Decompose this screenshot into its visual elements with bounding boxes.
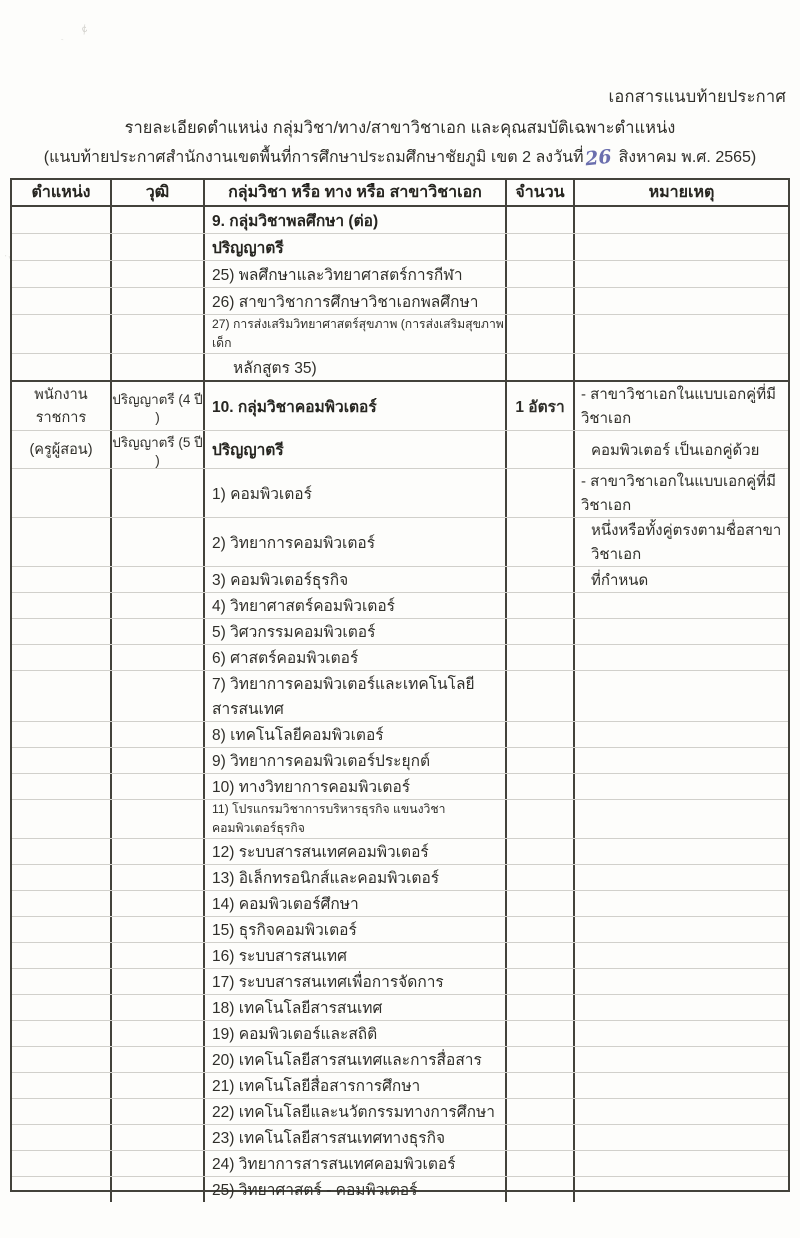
cell-remark xyxy=(575,865,788,890)
cell-count xyxy=(507,1125,575,1150)
cell-count xyxy=(507,518,575,566)
cell-degree xyxy=(112,943,205,968)
table-body xyxy=(12,207,788,1202)
cell-remark xyxy=(575,593,788,618)
cell-remark xyxy=(575,1047,788,1072)
cell-subject: 23) เทคโนโลยีสารสนเทศทางธุรกิจ xyxy=(205,1125,507,1150)
cell-subject: 10. กลุ่มวิชาคอมพิวเตอร์ xyxy=(205,382,507,430)
cell-position xyxy=(12,1073,112,1098)
cell-subject: ปริญญาตรี xyxy=(205,234,507,260)
table-row xyxy=(12,619,788,645)
cell-subject: 21) เทคโนโลยีสื่อสารการศึกษา xyxy=(205,1073,507,1098)
cell-degree xyxy=(112,722,205,747)
cell-subject: 15) ธุรกิจคอมพิวเตอร์ xyxy=(205,917,507,942)
cell-count xyxy=(507,1073,575,1098)
cell-count xyxy=(507,645,575,670)
table-row xyxy=(12,995,788,1021)
cell-position xyxy=(12,1151,112,1176)
cell-count xyxy=(507,995,575,1020)
cell-degree xyxy=(112,518,205,566)
cell-position xyxy=(12,619,112,644)
table-row xyxy=(12,800,788,839)
cell-degree xyxy=(112,619,205,644)
cell-count xyxy=(507,469,575,517)
cell-count xyxy=(507,800,575,838)
table-row xyxy=(12,593,788,619)
cell-degree xyxy=(112,891,205,916)
table-row xyxy=(12,518,788,567)
cell-subject: 1) คอมพิวเตอร์ xyxy=(205,469,507,517)
cell-remark xyxy=(575,619,788,644)
table-row xyxy=(12,969,788,995)
cell-degree xyxy=(112,865,205,890)
cell-position xyxy=(12,1099,112,1124)
cell-degree xyxy=(112,1099,205,1124)
cell-position xyxy=(12,865,112,890)
table-row xyxy=(12,261,788,288)
cell-degree xyxy=(112,800,205,838)
cell-count xyxy=(507,567,575,592)
cell-position xyxy=(12,354,112,380)
cell-remark: ที่กำหนด xyxy=(591,571,649,589)
table-row xyxy=(12,943,788,969)
cell-degree xyxy=(112,234,205,260)
cell-subject: 16) ระบบสารสนเทศ xyxy=(205,943,507,968)
cell-remark xyxy=(575,671,788,721)
cell-remark xyxy=(575,995,788,1020)
cell-degree xyxy=(112,567,205,592)
cell-position xyxy=(12,748,112,773)
cell-degree xyxy=(112,1151,205,1176)
cell-remark xyxy=(575,645,788,670)
cell-position xyxy=(12,234,112,260)
cell-remark: - สาขาวิชาเอกในแบบเอกคู่ที่มีวิชาเอก xyxy=(581,473,776,514)
table-row xyxy=(12,1177,788,1202)
cell-position: พนักงานราชการ xyxy=(12,382,112,430)
table-row xyxy=(12,288,788,315)
cell-remark xyxy=(575,839,788,864)
table-row xyxy=(12,722,788,748)
scan-artifact: ȼ xyxy=(80,23,89,36)
cell-position xyxy=(12,518,112,566)
cell-remark xyxy=(575,891,788,916)
cell-subject: 22) เทคโนโลยีและนวัตกรรมทางการศึกษา xyxy=(205,1099,507,1124)
cell-position xyxy=(12,1047,112,1072)
page-subtitle xyxy=(0,145,800,170)
cell-count xyxy=(507,1099,575,1124)
cell-position xyxy=(12,995,112,1020)
cell-remark xyxy=(575,354,788,380)
cell-degree xyxy=(112,593,205,618)
table-row xyxy=(12,234,788,261)
cell-subject: 10) ทางวิทยาการคอมพิวเตอร์ xyxy=(205,774,507,799)
cell-remark xyxy=(575,800,788,838)
table-row xyxy=(12,865,788,891)
cell-remark xyxy=(575,315,788,353)
subtitle-suffix: สิงหาคม พ.ศ. 2565) xyxy=(618,149,757,166)
cell-subject: 24) วิทยาการสารสนเทศคอมพิวเตอร์ xyxy=(205,1151,507,1176)
cell-subject: 18) เทคโนโลยีสารสนเทศ xyxy=(205,995,507,1020)
cell-remark xyxy=(575,1073,788,1098)
cell-count xyxy=(507,431,575,468)
cell-position xyxy=(12,261,112,287)
cell-degree xyxy=(112,1021,205,1046)
cell-remark xyxy=(575,1021,788,1046)
cell-subject: 9) วิทยาการคอมพิวเตอร์ประยุกต์ xyxy=(205,748,507,773)
cell-degree xyxy=(112,917,205,942)
table-row xyxy=(12,645,788,671)
cell-count xyxy=(507,1177,575,1202)
cell-count xyxy=(507,671,575,721)
cell-remark xyxy=(575,1099,788,1124)
cell-subject: 3) คอมพิวเตอร์ธุรกิจ xyxy=(205,567,507,592)
cell-count xyxy=(507,891,575,916)
handwritten-day: 26 xyxy=(583,145,613,171)
cell-position xyxy=(12,469,112,517)
cell-count xyxy=(507,748,575,773)
page-title: รายละเอียดตำแหน่ง กลุ่มวิชา/ทาง/สาขาวิชาเอก และคุณสมบัติเฉพาะตำแหน่ง xyxy=(124,119,676,137)
cell-subject: 25) พลศึกษาและวิทยาศาสตร์การกีฬา xyxy=(205,261,507,287)
cell-count xyxy=(507,943,575,968)
header-remark: หมายเหตุ xyxy=(648,184,715,201)
scan-artifact: ` xyxy=(60,37,68,50)
header-count: จำนวน xyxy=(507,180,575,205)
cell-count xyxy=(507,288,575,314)
table-row xyxy=(12,671,788,722)
table-row xyxy=(12,1151,788,1177)
cell-remark xyxy=(575,722,788,747)
table-row xyxy=(12,891,788,917)
cell-position xyxy=(12,969,112,994)
cell-position xyxy=(12,722,112,747)
cell-count xyxy=(507,593,575,618)
cell-degree xyxy=(112,969,205,994)
cell-subject: 17) ระบบสารสนเทศเพื่อการจัดการ xyxy=(205,969,507,994)
header-subject-group: กลุ่มวิชา หรือ ทาง หรือ สาขาวิชาเอก xyxy=(205,180,507,205)
header-position: ตำแหน่ง xyxy=(12,180,112,205)
table-row xyxy=(12,1125,788,1151)
scan-artifact: ·, xyxy=(2,249,12,262)
cell-count xyxy=(507,969,575,994)
cell-subject: 2) วิทยาการคอมพิวเตอร์ xyxy=(205,518,507,566)
cell-position xyxy=(12,207,112,233)
cell-position xyxy=(12,917,112,942)
cell-remark xyxy=(575,774,788,799)
table-row xyxy=(12,1021,788,1047)
cell-count xyxy=(507,839,575,864)
cell-count xyxy=(507,315,575,353)
cell-subject: 5) วิศวกรรมคอมพิวเตอร์ xyxy=(205,619,507,644)
cell-subject: 19) คอมพิวเตอร์และสถิติ xyxy=(205,1021,507,1046)
table-row xyxy=(12,1099,788,1125)
cell-remark xyxy=(575,748,788,773)
cell-degree: ปริญญาตรี (5 ปี ) xyxy=(112,431,205,468)
cell-count xyxy=(507,354,575,380)
cell-position xyxy=(12,891,112,916)
cell-degree xyxy=(112,645,205,670)
cell-degree xyxy=(112,748,205,773)
table-row xyxy=(12,1073,788,1099)
subtitle-prefix: (แนบท้ายประกาศสำนักงานเขตพื้นที่การศึกษาประถมศึกษาชัยภูมิ เขต 2 ลงวันที่ xyxy=(43,149,584,166)
cell-subject: 12) ระบบสารสนเทศคอมพิวเตอร์ xyxy=(205,839,507,864)
cell-position xyxy=(12,1021,112,1046)
cell-remark xyxy=(575,261,788,287)
cell-remark xyxy=(575,1125,788,1150)
cell-degree xyxy=(112,288,205,314)
table-row xyxy=(12,748,788,774)
table-row xyxy=(12,431,788,469)
cell-subject: 8) เทคโนโลยีคอมพิวเตอร์ xyxy=(205,722,507,747)
cell-remark xyxy=(575,234,788,260)
cell-count xyxy=(507,1021,575,1046)
cell-remark xyxy=(575,917,788,942)
cell-subject: 9. กลุ่มวิชาพลศึกษา (ต่อ) xyxy=(205,207,507,233)
cell-degree xyxy=(112,774,205,799)
cell-degree xyxy=(112,315,205,353)
cell-count: 1 อัตรา xyxy=(507,382,575,430)
table-row xyxy=(12,469,788,518)
cell-degree xyxy=(112,1047,205,1072)
cell-count xyxy=(507,1047,575,1072)
cell-position xyxy=(12,1177,112,1202)
cell-subject: 13) อิเล็กทรอนิกส์และคอมพิวเตอร์ xyxy=(205,865,507,890)
cell-remark xyxy=(575,1177,788,1202)
cell-degree xyxy=(112,1073,205,1098)
cell-position xyxy=(12,593,112,618)
cell-remark xyxy=(575,969,788,994)
cell-position xyxy=(12,315,112,353)
cell-position xyxy=(12,567,112,592)
cell-remark: หนึ่งหรือทั้งคู่ตรงตามชื่อสาขาวิชาเอก xyxy=(591,522,782,563)
cell-degree xyxy=(112,207,205,233)
table-row xyxy=(12,774,788,800)
cell-subject: ปริญญาตรี xyxy=(205,431,507,468)
cell-degree xyxy=(112,839,205,864)
table-row xyxy=(12,567,788,593)
header-degree: วุฒิ xyxy=(112,180,205,205)
cell-subject: 25) วิทยาศาสตร์ - คอมพิวเตอร์ xyxy=(205,1177,507,1202)
cell-position xyxy=(12,943,112,968)
cell-position xyxy=(12,839,112,864)
table-row xyxy=(12,354,788,380)
cell-degree xyxy=(112,995,205,1020)
table-row xyxy=(12,839,788,865)
cell-subject: 27) การส่งเสริมวิทยาศาสตร์สุขภาพ (การส่งเสริมสุขภาพเด็ก xyxy=(205,315,507,353)
cell-remark xyxy=(575,1151,788,1176)
cell-position xyxy=(12,671,112,721)
cell-remark xyxy=(575,207,788,233)
table-row xyxy=(12,315,788,354)
corner-label: เอกสารแนบท้ายประกาศ xyxy=(608,88,786,106)
table-row xyxy=(12,207,788,234)
cell-subject: หลักสูตร 35) xyxy=(205,354,507,380)
cell-count xyxy=(507,619,575,644)
cell-degree xyxy=(112,671,205,721)
cell-remark xyxy=(575,943,788,968)
table-section-subject-group-9-continued xyxy=(12,207,788,380)
cell-count xyxy=(507,234,575,260)
positions-table xyxy=(10,178,790,1199)
cell-remark xyxy=(575,288,788,314)
cell-position xyxy=(12,1125,112,1150)
cell-subject: 26) สาขาวิชาการศึกษาวิชาเอกพลศึกษา xyxy=(205,288,507,314)
table-row xyxy=(12,917,788,943)
cell-degree xyxy=(112,469,205,517)
cell-position xyxy=(12,774,112,799)
cell-subject: 14) คอมพิวเตอร์ศึกษา xyxy=(205,891,507,916)
table-row xyxy=(12,382,788,431)
cell-count xyxy=(507,261,575,287)
cell-degree xyxy=(112,1177,205,1202)
cell-count xyxy=(507,865,575,890)
cell-degree: ปริญญาตรี (4 ปี ) xyxy=(112,382,205,430)
cell-count xyxy=(507,207,575,233)
cell-position: (ครูผู้สอน) xyxy=(12,431,112,468)
table-row xyxy=(12,1047,788,1073)
cell-subject: 20) เทคโนโลยีสารสนเทศและการสื่อสาร xyxy=(205,1047,507,1072)
cell-remark: คอมพิวเตอร์ เป็นเอกคู่ด้วย xyxy=(591,441,760,459)
cell-subject: 7) วิทยาการคอมพิวเตอร์และเทคโนโลยีสารสนเทศ xyxy=(205,671,507,721)
cell-degree xyxy=(112,1125,205,1150)
cell-subject: 6) ศาสตร์คอมพิวเตอร์ xyxy=(205,645,507,670)
cell-position xyxy=(12,288,112,314)
cell-remark: - สาขาวิชาเอกในแบบเอกคู่ที่มีวิชาเอก xyxy=(581,386,776,427)
cell-position xyxy=(12,645,112,670)
cell-position xyxy=(12,800,112,838)
cell-degree xyxy=(112,354,205,380)
table-header-row xyxy=(12,180,788,207)
cell-count xyxy=(507,1151,575,1176)
cell-subject: 4) วิทยาศาสตร์คอมพิวเตอร์ xyxy=(205,593,507,618)
table-section-subject-group-10-computer xyxy=(12,380,788,1202)
cell-count xyxy=(507,917,575,942)
cell-count xyxy=(507,722,575,747)
cell-count xyxy=(507,774,575,799)
cell-degree xyxy=(112,261,205,287)
cell-subject: 11) โปรแกรมวิชาการบริหารธุรกิจ แขนงวิชาคอมพิวเตอร์ธุรกิจ xyxy=(205,800,507,838)
